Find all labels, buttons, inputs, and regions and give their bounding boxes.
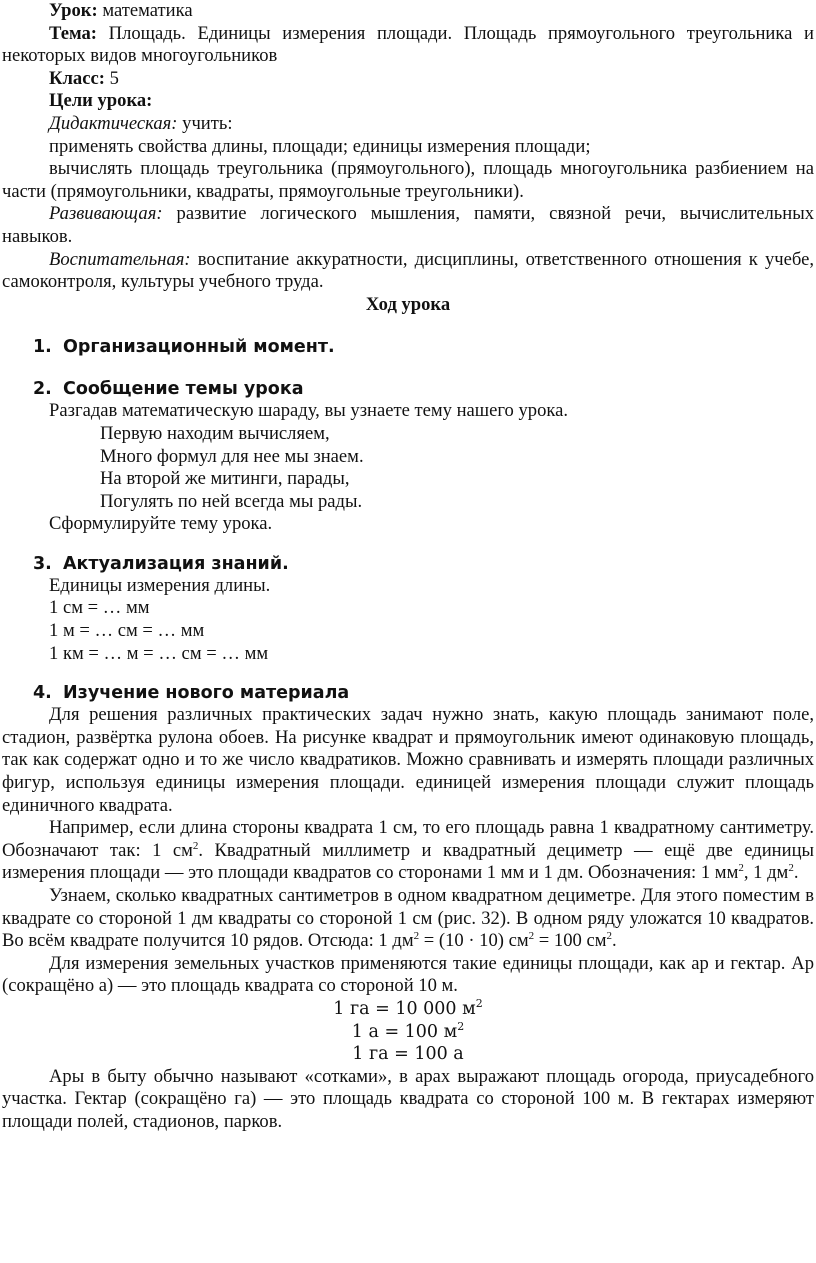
section-4-paragraph-2: Например, если длина стороны квадрата 1 см, то его площадь равна 1 квадратному сантиметру. Обозначают так: 1 $см^2$. Квадратный миллиметр и квадратный дециметр — ещё две единицы измерения площади — это площади квадратов со сторонами 1 мм и 1 дм. Обозначения: 1 $мм^2$, 1 $дм^2$. <box>2 817 815 884</box>
grade-value: 5 <box>104 67 119 89</box>
section-4-paragraph-3: Узнаем, сколько квадратных сантиметров в одном квадратном дециметре. Для этого поместим в квадрате со стороной 1 дм квадраты со стороной 1 см (рис. 32). В одном ряду уложатся 10 квадратов. Во всём квадрате получится 10 рядов. Отсюда: 1 $дм^2 = (10 \cdot 10) см^2 = 100$ $см^2$. <box>2 885 814 952</box>
didactic-line <box>2 113 814 136</box>
topic-label: Тема: <box>49 22 97 44</box>
lesson-line <box>2 0 814 23</box>
educational-value: воспитание аккуратности, дисциплины, ответственного отношения к учебе, самоконтроля, культуры учебного труда. <box>2 248 814 293</box>
didactic-label: Дидактическая: <box>49 112 178 134</box>
section-2-number: 2. <box>33 379 52 400</box>
formula-hectare-are: 1 га = 100 а <box>352 1044 464 1065</box>
formula-hectare-m2: 1 га = 10 000 $м^2$ <box>333 997 483 1019</box>
section-2-intro: Разгадав математическую шараду, вы узнаете тему нашего урока. <box>49 400 569 422</box>
poem-line-3: На второй же митинги, парады, <box>100 468 350 490</box>
course-title: Ход урока <box>365 293 451 315</box>
section-4-number: 4. <box>33 683 52 704</box>
poem-line-1: Первую находим вычисляем, <box>100 422 330 444</box>
section-1-heading <box>2 336 814 358</box>
didactic-item-2: вычислять площадь треугольника (прямоугольного), площадь многоугольника разбиением на части (прямоугольники, квадраты, прямоугольные треугольники). <box>2 158 814 202</box>
section-4-title: Изучение нового материала <box>63 683 350 704</box>
section-1-number: 1. <box>33 337 52 358</box>
section-2-heading <box>2 378 814 400</box>
developing-line <box>2 203 814 248</box>
section-2-title: Сообщение темы урока <box>63 379 304 400</box>
goals-heading <box>2 90 814 113</box>
section-3-number: 3. <box>33 553 52 574</box>
grade-line <box>2 68 814 91</box>
section-2-task: Сформулируйте тему урока. <box>49 513 273 535</box>
conversion-km: 1 км = … м = … см = … мм <box>49 642 269 664</box>
section-4-paragraph-5: Ары в быту обычно называют «сотками», в арах выражают площадь огорода, приусадебного участка. Гектар (сокращёно га) — это площадь квадрата со стороной 100 м. В гектарах измеряют площади полей, стадионов, парков. <box>2 1065 814 1132</box>
grade-label: Класс: <box>49 67 105 89</box>
goals-label: Цели урока: <box>49 90 153 112</box>
length-units-title: Единицы измерения длины. <box>49 574 271 596</box>
section-1-title: Организационный момент. <box>63 337 335 358</box>
document-page <box>2 0 814 1134</box>
lesson-label: Урок: <box>49 0 98 21</box>
section-3-title: Актуализация знаний. <box>63 553 289 574</box>
poem-line-2: Много формул для нее мы знаем. <box>100 445 364 467</box>
developing-label: Развивающая: <box>49 203 163 225</box>
didactic-item-1: применять свойства длины, площади; единицы измерения площади; <box>49 135 591 157</box>
section-4-heading <box>2 682 814 704</box>
educational-line <box>2 249 814 294</box>
section-4-paragraph-4: Для измерения земельных участков применяются такие единицы площади, как ар и гектар. Ар (сокращёно а) — это площадь квадрата со стороной 10 м. <box>2 952 814 997</box>
topic-line <box>2 23 814 68</box>
poem-line-4: Погулять по ней всегда мы рады. <box>100 490 363 512</box>
educational-label: Воспитательная: <box>49 248 191 270</box>
lesson-value: математика <box>97 0 193 21</box>
conversion-cm: 1 см = … мм <box>49 597 150 619</box>
didactic-value: учить: <box>177 112 233 134</box>
conversion-m: 1 м = … см = … мм <box>49 620 205 642</box>
developing-value: развитие логического мышления, памяти, связной речи, вычислительных навыков. <box>2 203 814 247</box>
topic-value: Площадь. Единицы измерения площади. Площадь прямоугольного треугольника и некоторых видов многоугольников <box>2 22 814 67</box>
formula-are-m2: 1 а = 100 $м^2$ <box>351 1019 465 1042</box>
section-3-heading <box>2 553 814 575</box>
section-4-paragraph-1: Для решения различных практических задач нужно знать, какую площадь занимают поле, стадион, развёртка рулона обоев. На рисунке квадрат и прямоугольник имеют одинаковую площадь, так как содержат одно и то же число квадратиков. Можно сравнивать и измерять площади различных фигур, используя единицы измерения площади. единицей измерения площади служит площадь единичного квадрата. <box>2 704 814 816</box>
